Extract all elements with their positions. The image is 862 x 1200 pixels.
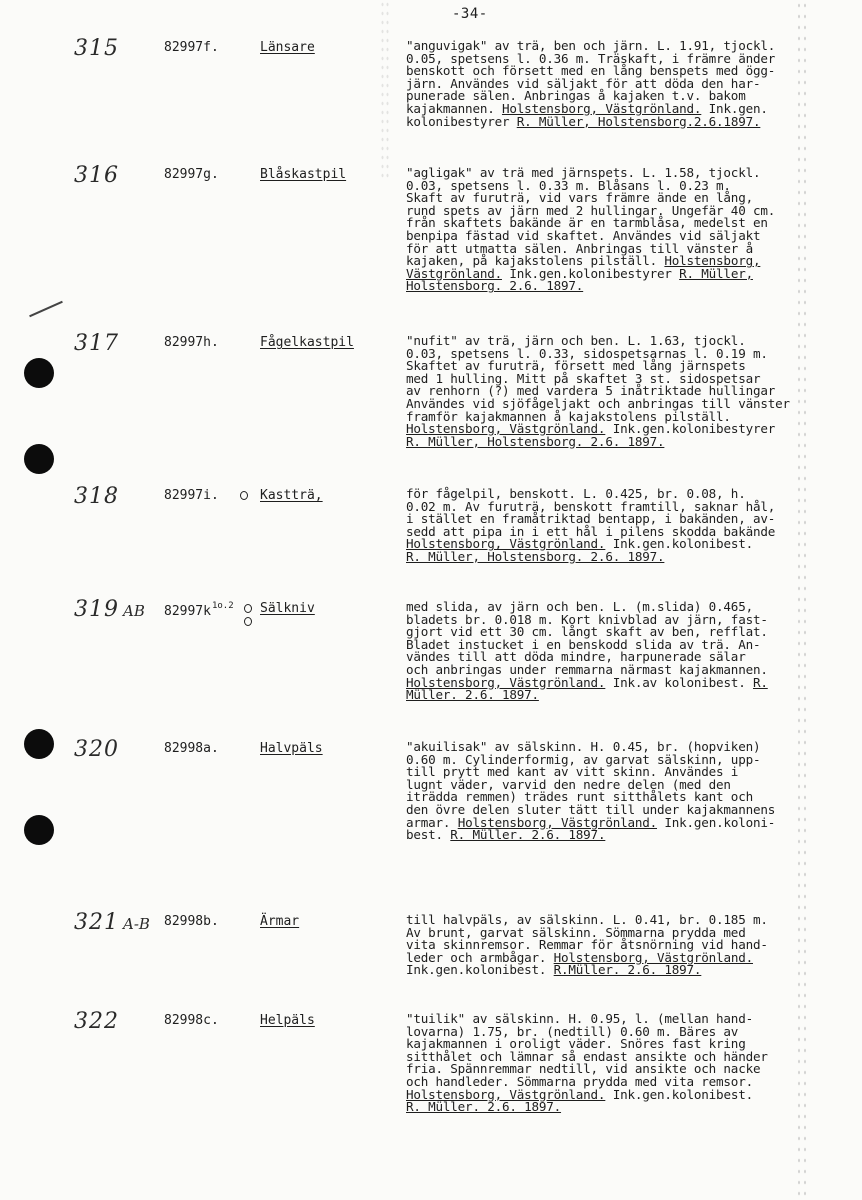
handwritten-number-suffix: AB bbox=[123, 602, 145, 620]
catalog-number: 82997f. bbox=[164, 40, 219, 55]
object-description bbox=[406, 488, 844, 564]
page-fold-specks bbox=[380, 0, 390, 180]
description-acquisition: Ink.gen. kolonibestyrer bbox=[406, 100, 768, 129]
description-text: "akuilisak" av sälskinn. H. 0.45, br. (hopviken) 0.60 m. Cylinderformig, av garvat sälskinn, upp- till prytt med kant av vitt skinn. Användes i lugnt väder, varvid den nedre delen (med den iträdda remmen) trädes runt sitthålets kant och den övre delen sluter tätt till under kajakmannens armar. bbox=[406, 739, 776, 830]
description-acquisition: Ink.av kolonibest. bbox=[605, 674, 753, 690]
collector-and-date: R. Müller, Holstensborg.2.6.1897. bbox=[516, 113, 761, 129]
collection-place: Holstensborg, Västgrönland. bbox=[457, 814, 658, 830]
collection-place: Holstensborg, Västgrönland. bbox=[406, 674, 606, 690]
description-text: "anguvigak" av trä, ben och järn. L. 1.91, tjockl. 0.05, spetsens l. 0.36 m. Träskaft, i främre änder benskott och försett med en lång benspets med ögg- järn. Användes vid säljakt för att döda den har- punerade sälen. Anbringas å kajaken t.v. bakom kajakmannen. bbox=[406, 38, 776, 116]
handwritten-entry-number: 320 bbox=[74, 737, 119, 762]
catalog-number bbox=[164, 601, 234, 619]
collector-and-date: R. Müller, Holstensborg. 2.6. 1897. bbox=[406, 548, 665, 564]
object-description bbox=[406, 914, 844, 977]
description-acquisition: Ink.gen.kolonibest. bbox=[612, 536, 753, 552]
description-text: "tuilik" av sälskinn. H. 0.95, l. (mellan hand- lovarna) 1.75, br. (nedtill) 0.60 m. Bäres av kajakmannen i oroligt väder. Snöres fast kring sitthålet och lämnar så endast ansikte och händer fria. Spännremmar nedtill, vid ansikte och nacke och handleder. Sömmarna prydda med vita remsor. bbox=[406, 1011, 768, 1089]
description-acquisition: Ink.gen.koloni- best. bbox=[406, 814, 776, 843]
marginal-circle-mark bbox=[244, 604, 252, 613]
object-name: Halvpäls bbox=[260, 741, 323, 756]
collector-and-date: R. Müller. 2.6. 1897. bbox=[406, 1099, 562, 1115]
object-name: Kastträ, bbox=[260, 488, 323, 503]
handwritten-number-value: 321 bbox=[74, 910, 119, 935]
object-description bbox=[406, 741, 844, 842]
description-text: för fågelpil, benskott. L. 0.425, br. 0.08, h. 0.02 m. Av furuträ, benskott framtill, saknar hål, i stället en framåtriktad bentapp, i bakänden, av- sedd att pipa in i ett hål i pilens skodda bakände bbox=[406, 486, 776, 539]
catalog-number: 82997g. bbox=[164, 167, 219, 182]
object-name: Blåskastpil bbox=[260, 167, 347, 182]
handwritten-entry-number: 322 bbox=[74, 1009, 119, 1034]
description-acquisition: Ink.gen.kolonibestyrer bbox=[612, 421, 776, 437]
collection-place: Holstensborg, Västgrönland. bbox=[406, 421, 606, 437]
catalog-number-value: 82997k bbox=[164, 604, 211, 619]
description-text: "nufit" av trä, järn och ben. L. 1.63, tjockl. 0.03, spetsens l. 0.33, sidospetsarnas l. 0.19 m. Skaftet av furuträ, försett med lång järnspets med 1 hulling. Mitt på skaftet 3 st. sidospetsar av renhorn (?) med vardera 5 inåtriktade hullingar Användes vid sjöfågeljakt och anbringas till vänster framför kajakmannen å kajakstolens pilställ. bbox=[406, 333, 790, 424]
punch-hole bbox=[24, 358, 54, 388]
handwritten-entry-number bbox=[74, 597, 145, 622]
catalog-number: 82998c. bbox=[164, 1013, 219, 1028]
object-name: Fågelkastpil bbox=[260, 335, 354, 350]
punch-hole bbox=[24, 815, 54, 845]
handwritten-entry-number: 315 bbox=[74, 36, 119, 61]
collection-place: Holstensborg, Västgrönland. bbox=[406, 1086, 606, 1102]
description-text: "agligak" av trä med järnspets. L. 1.58, tjockl. 0.03, spetsens l. 0.33 m. Blåsans l. 0.23 m. Skaft av furuträ, vid vars främre ände en lång, rund spets av järn med 2 hullingar. Ungefär 40 cm. från skaftets bakände är en tarmblåsa, medelst en benpipa fästad vid skaftet. Användes vid säljakt för att utmatta sälen. Anbringas till vänster å kajaken, på kajakstolens pilställ. bbox=[406, 165, 776, 269]
object-description bbox=[406, 335, 844, 448]
page-number: -34- bbox=[452, 6, 488, 22]
marginal-circle-mark bbox=[244, 617, 252, 626]
collection-place: Holstensborg, Västgrönland. bbox=[406, 536, 606, 552]
object-name: Sälkniv bbox=[260, 601, 315, 616]
catalog-number: 82997i. bbox=[164, 488, 219, 503]
description-text: till halvpäls, av sälskinn. L. 0.41, br. 0.185 m. Av brunt, garvat sälskinn. Sömmarna prydda med vita skinnremsor. Remmar för åtsnörning vid hand- leder och armbågar. bbox=[406, 912, 768, 965]
description-text: med slida, av järn och ben. L. (m.slida) 0.465, bladets br. 0.018 m. Kort knivblad av järn, fast- gjort vid ett 30 cm. långt skaft av ben, refflat. Bladet instucket i en benskodd slida av trä. An- vändes till att döda mindre, harpunerade sälar och anbringas under remmarna närmast kajakmannen. bbox=[406, 599, 768, 677]
punch-hole bbox=[24, 729, 54, 759]
description-acquisition: Ink.gen.kolonibest. bbox=[406, 962, 547, 978]
handwritten-entry-number bbox=[74, 910, 150, 935]
marginal-circle-mark bbox=[240, 491, 248, 500]
object-description bbox=[406, 167, 844, 293]
object-name: Länsare bbox=[260, 40, 315, 55]
collection-place: Holstensborg, Västgrönland. bbox=[553, 949, 753, 965]
collector-and-date: R. Müller. 2.6. 1897. bbox=[406, 674, 768, 703]
handwritten-entry-number: 318 bbox=[74, 484, 119, 509]
object-name: Ärmar bbox=[260, 914, 300, 929]
object-description bbox=[406, 40, 844, 128]
collector-and-date: R. Müller, Holstensborg. 2.6. 1897. bbox=[406, 265, 753, 294]
collection-place: Holstensborg, Västgrönland. bbox=[406, 253, 761, 281]
object-description bbox=[406, 601, 844, 702]
object-name: Helpäls bbox=[260, 1013, 315, 1028]
object-description bbox=[406, 1013, 844, 1114]
collector-and-date: R. Müller, Holstensborg. 2.6. 1897. bbox=[406, 433, 665, 449]
handwritten-entry-number: 316 bbox=[74, 163, 119, 188]
collection-place: Holstensborg, Västgrönland. bbox=[501, 100, 702, 116]
description-acquisition: Ink.gen.kolonibestyrer bbox=[501, 265, 680, 281]
description-acquisition: Ink.gen.kolonibest. bbox=[612, 1086, 753, 1102]
collector-and-date: R.Müller. 2.6. 1897. bbox=[553, 962, 702, 978]
handwritten-number-value: 319 bbox=[74, 597, 119, 622]
margin-pen-mark bbox=[29, 301, 63, 317]
catalog-number: 82997h. bbox=[164, 335, 219, 350]
catalog-number: 82998b. bbox=[164, 914, 219, 929]
handwritten-number-suffix: A-B bbox=[123, 915, 150, 933]
catalog-number: 82998a. bbox=[164, 741, 219, 756]
punch-hole bbox=[24, 444, 54, 474]
catalog-number-superscript: 1o.2 bbox=[211, 601, 234, 611]
handwritten-entry-number: 317 bbox=[74, 331, 119, 356]
collector-and-date: R. Müller. 2.6. 1897. bbox=[450, 827, 606, 843]
